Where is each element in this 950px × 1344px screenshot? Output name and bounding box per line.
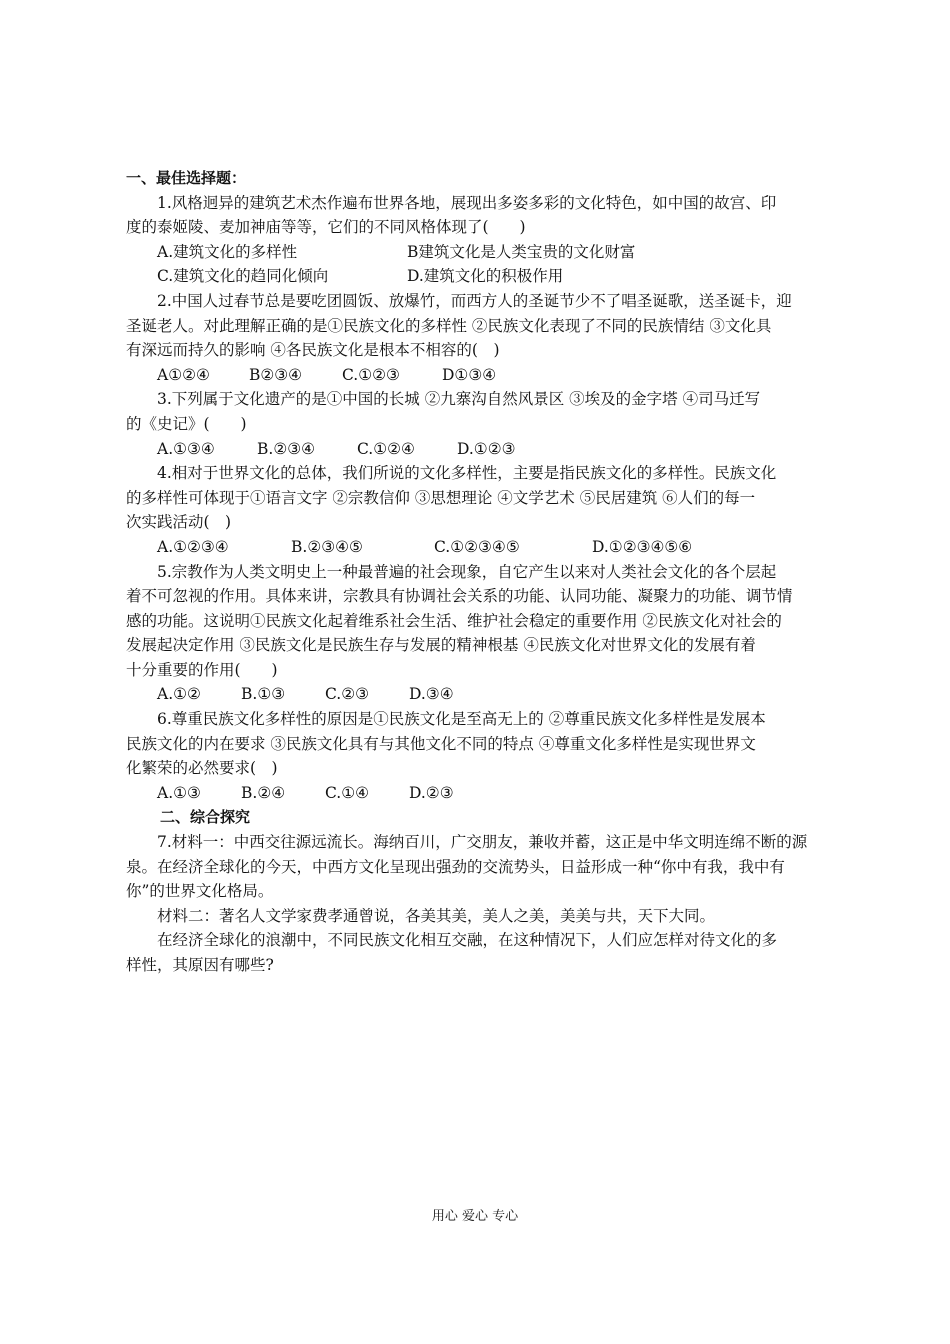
q6-option-c: C.①④: [325, 783, 370, 802]
q5-line5: 十分重要的作用( ): [126, 660, 278, 679]
q5-option-c: C.②③: [325, 685, 370, 704]
q6-line2: 民族文化的内在要求 ③民族文化具有与其他文化不同的特点 ④尊重文化多样性是实现世界文: [126, 734, 756, 753]
section1-title: 一、最佳选择题：: [126, 169, 247, 187]
q1-option-b: B建筑文化是人类宝贵的文化财富: [407, 242, 636, 261]
q6-option-a: A.①③: [157, 783, 201, 802]
q2-option-b: B②③④: [249, 365, 303, 384]
q1-line1: 1.风格迥异的建筑艺术杰作遍布世界各地，展现出多姿多彩的文化特色，如中国的故宫、印: [157, 193, 777, 212]
q1-options-row1: [126, 240, 826, 265]
q1-option-a: A.建筑文化的多样性: [157, 242, 298, 261]
q4-option-a: A.①②③④: [157, 537, 229, 556]
q2-option-a: A①②④: [157, 365, 210, 384]
q3-line1: 3.下列属于文化遗产的是①中国的长城 ②九寨沟自然风景区 ③埃及的金字塔 ④司马迁写: [157, 390, 761, 409]
q7-line4: 材料二：著名人文学家费孝通曾说，各美其美，美人之美，美美与共，天下大同。: [157, 906, 716, 925]
q5-line2: 着不可忽视的作用。具体来讲，宗教具有协调社会关系的功能、认同功能、凝聚力的功能、调节情: [126, 587, 793, 606]
q4-options: [126, 535, 826, 560]
q5-line1: 5.宗教作为人类文明史上一种最普遍的社会现象，自它产生以来对人类社会文化的各个层起: [157, 562, 777, 581]
q4-option-c: C.①②③④⑤: [434, 537, 520, 556]
q1-option-d: D.建筑文化的积极作用: [407, 267, 564, 286]
q7-line6: 样性，其原因有哪些?: [126, 956, 274, 974]
q2-line2: 圣诞老人。对此理解正确的是①民族文化的多样性 ②民族文化表现了不同的民族情结 ③文化具: [126, 316, 772, 335]
q2-option-d: D①③④: [442, 365, 497, 384]
q2-line3: 有深远而持久的影响 ④各民族文化是根本不相容的( ): [126, 341, 500, 360]
q5-option-a: A.①②: [157, 685, 201, 704]
q2-option-c: C.①②③: [342, 365, 400, 384]
q4-line1: 4.相对于世界文化的总体，我们所说的文化多样性，主要是指民族文化的多样性。民族文化: [157, 464, 777, 483]
q3-option-a: A.①③④: [157, 439, 215, 458]
q3-option-c: C.①②④: [357, 439, 415, 458]
q6-line3: 化繁荣的必然要求( ): [126, 759, 278, 778]
q1-options-row2: [126, 264, 826, 289]
q5-option-b: B.①③: [241, 685, 286, 704]
q7-line1: 7.材料一：中西交往源远流长。海纳百川，广交朋友，兼收并蓄，这正是中华文明连绵不断的源: [157, 833, 808, 852]
q4-option-b: B.②③④⑤: [291, 537, 363, 556]
q3-line2: 的《史记》( ): [126, 414, 247, 433]
q6-option-d: D.②③: [409, 783, 454, 802]
q7-line3: 你”的世界文化格局。: [126, 882, 274, 901]
q5-line3: 感的功能。这说明①民族文化起着维系社会生活、维护社会稳定的重要作用 ②民族文化对社会的: [126, 611, 782, 630]
q7-line2: 泉。在经济全球化的今天，中西方文化呈现出强劲的交流势头，日益形成一种“你中有我，我中有: [126, 857, 785, 876]
page-footer: 用心 爱心 专心: [431, 1209, 519, 1224]
q6-line1: 6.尊重民族文化多样性的原因是①民族文化是至高无上的 ②尊重民族文化多样性是发展本: [157, 710, 766, 729]
q7-line5: 在经济全球化的浪潮中，不同民族文化相互交融，在这种情况下，人们应怎样对待文化的多: [157, 931, 778, 950]
q5-option-d: D.③④: [409, 685, 454, 704]
document-content: [126, 166, 826, 978]
q1-option-c: C.建筑文化的趋同化倾向: [157, 267, 329, 286]
q5-options: [126, 682, 826, 707]
q2-options: [126, 363, 826, 388]
q1-line2: 度的泰姬陵、麦加神庙等等，它们的不同风格体现了( ): [126, 218, 526, 237]
q6-options: [126, 781, 826, 806]
q3-option-b: B.②③④: [257, 439, 316, 458]
q4-line3: 次实践活动( ): [126, 513, 232, 532]
q5-line4: 发展起决定作用 ③民族文化是民族生存与发展的精神根基 ④民族文化对世界文化的发展有着: [126, 636, 756, 655]
q6-option-b: B.②④: [241, 783, 286, 802]
q3-options: [126, 437, 826, 462]
q4-option-d: D.①②③④⑤⑥: [592, 537, 693, 556]
q4-line2: 的多样性可体现于①语言文字 ②宗教信仰 ③思想理论 ④文学艺术 ⑤民居建筑 ⑥人们的每一: [126, 488, 756, 507]
section2-title: 二、综合探究: [160, 808, 251, 827]
q2-line1: 2.中国人过春节总是要吃团圆饭、放爆竹，而西方人的圣诞节少不了唱圣诞歌，送圣诞卡，迎: [157, 291, 792, 310]
q3-option-d: D.①②③: [457, 439, 516, 458]
